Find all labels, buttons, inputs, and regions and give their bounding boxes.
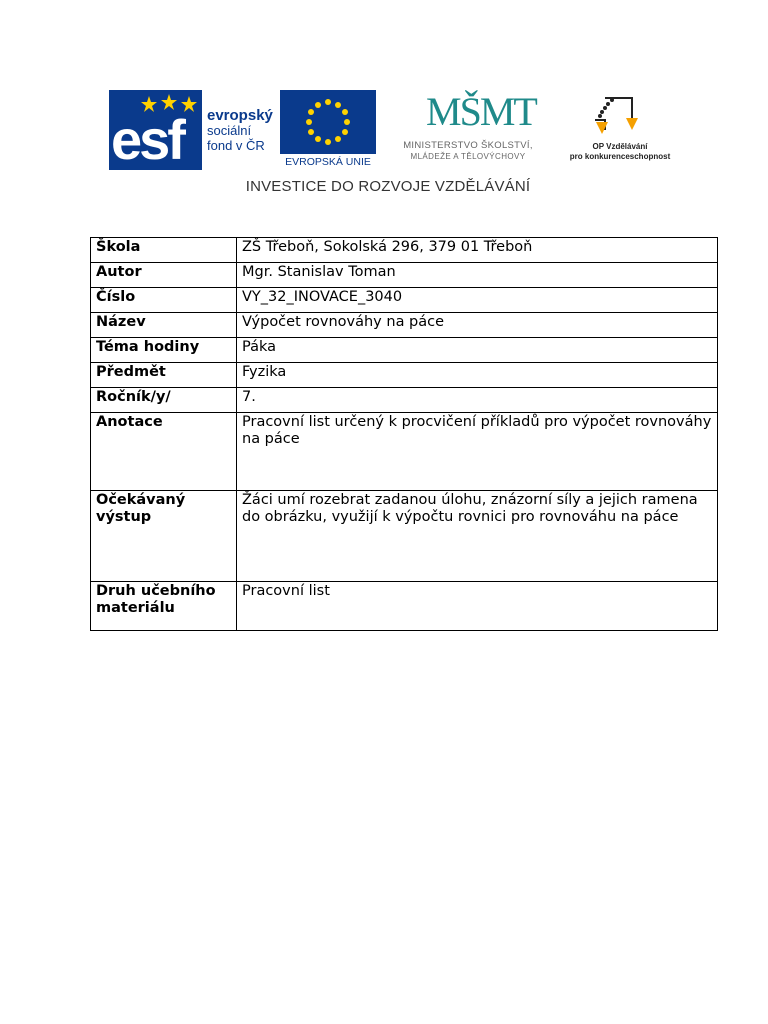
row-label: Autor xyxy=(91,263,237,288)
row-value: Pracovní list xyxy=(237,582,718,631)
eu-caption: EVROPSKÁ UNIE xyxy=(285,156,371,168)
esf-block xyxy=(109,90,202,170)
esf-text xyxy=(207,108,273,153)
table-row xyxy=(91,582,718,631)
row-value: Žáci umí rozebrat zadanou úlohu, znázorní síly a jejich ramena do obrázku, využijí k výpočtu rovnici pro rovnováhu na páce xyxy=(237,491,718,582)
esf-letters: esf xyxy=(111,108,183,171)
table-row xyxy=(91,263,718,288)
table-row xyxy=(91,338,718,363)
row-value: Fyzika xyxy=(237,363,718,388)
table-row xyxy=(91,491,718,582)
row-value: Výpočet rovnováhy na páce xyxy=(237,313,718,338)
table-row xyxy=(91,313,718,338)
row-label: Číslo xyxy=(91,288,237,313)
op-caption xyxy=(564,142,676,162)
row-label: Ročník/y/ xyxy=(91,388,237,413)
logo-banner xyxy=(82,80,694,208)
row-value: Mgr. Stanislav Toman xyxy=(237,263,718,288)
row-label: Předmět xyxy=(91,363,237,388)
row-value: 7. xyxy=(237,388,718,413)
row-label: Škola xyxy=(91,238,237,263)
row-label: Druh učebního materiálu xyxy=(91,582,237,631)
eu-logo xyxy=(280,90,376,170)
table-row xyxy=(91,388,718,413)
msmt-line2: MLÁDEŽE A TĚLOVÝCHOVY xyxy=(410,152,526,161)
row-label: Téma hodiny xyxy=(91,338,237,363)
esf-line2: sociální xyxy=(207,123,252,138)
op-line1: OP Vzdělávání xyxy=(592,142,648,151)
esf-line1: evropský xyxy=(207,107,273,124)
row-value: Páka xyxy=(237,338,718,363)
esf-line3: fond v ČR xyxy=(207,138,265,153)
op-line2: pro konkurenceschopnost xyxy=(569,152,671,161)
banner-footer: INVESTICE DO ROZVOJE VZDĚLÁVÁNÍ xyxy=(245,178,531,195)
eu-flag-icon xyxy=(280,90,376,154)
op-logo xyxy=(570,90,670,170)
msmt-line1: MINISTERSTVO ŠKOLSTVÍ, xyxy=(403,140,533,151)
msmt-mark: MŠMT xyxy=(426,89,536,134)
op-symbol-icon xyxy=(570,90,670,142)
row-value: Pracovní list určený k procvičení příkladů pro výpočet rovnováhy na páce xyxy=(237,413,718,491)
row-label: Název xyxy=(91,313,237,338)
row-label: Očekávaný výstup xyxy=(91,491,237,582)
row-label: Anotace xyxy=(91,413,237,491)
table-row xyxy=(91,288,718,313)
table-row xyxy=(91,238,718,263)
row-value: VY_32_INOVACE_3040 xyxy=(237,288,718,313)
info-table xyxy=(90,237,718,631)
row-value: ZŠ Třeboň, Sokolská 296, 379 01 Třeboň xyxy=(237,238,718,263)
msmt-logo xyxy=(382,88,554,168)
table-row xyxy=(91,413,718,491)
table-row xyxy=(91,363,718,388)
